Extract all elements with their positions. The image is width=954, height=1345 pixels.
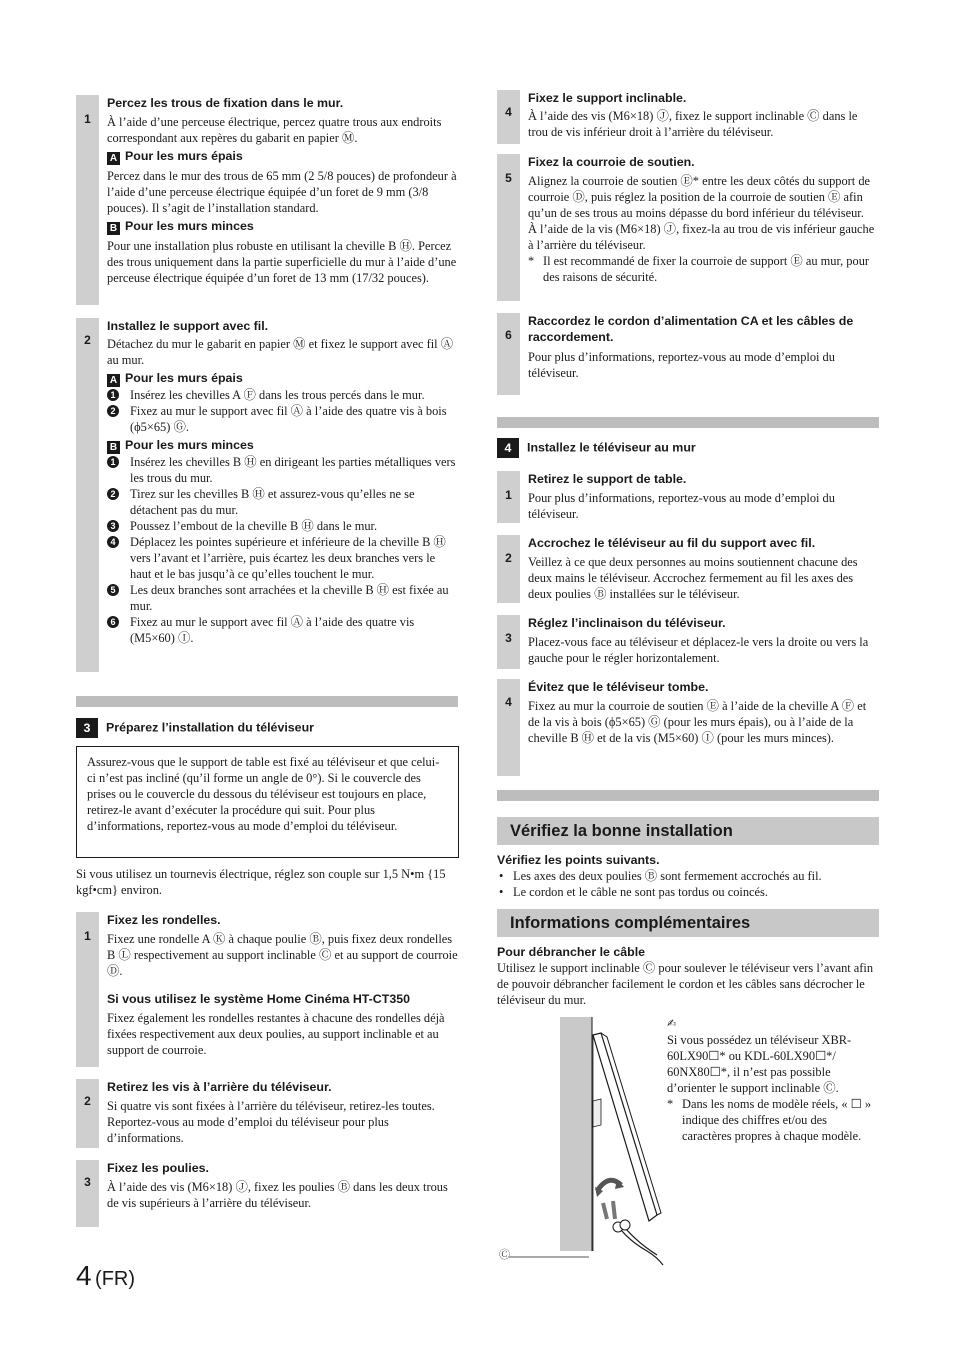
step-text: Percez dans le mur des trous de 65 mm (2 5/8 pouces) de profondeur à l’aide d’une perceuse électrique équipée d’un foret de 9 mm (3/8 pouces). Il s’agit de l’installation standard. [107, 169, 457, 215]
subheading-thick-walls: A Pour les murs épais [107, 370, 459, 387]
list-item: 3 Poussez l’embout de la cheville B Ⓗ dans le mur. [107, 518, 459, 534]
list-item: 1 Insérez les chevilles A Ⓕ dans les trous percés dans le mur. [107, 387, 459, 403]
step-text: À l’aide d’une perceuse électrique, percez quatre trous aux endroits correspondant aux repères du gabarit en papier Ⓜ. [107, 115, 442, 145]
tag-b-icon: B [107, 222, 120, 235]
step-title: Accrochez le téléviseur au fil du support avec fil. [528, 536, 816, 550]
step-number-bar: 6 [497, 313, 520, 395]
number-2-icon: 2 [107, 488, 119, 500]
step-title: Réglez l’inclinaison du téléviseur. [528, 616, 726, 630]
section-divider [76, 696, 458, 707]
step-text: Fixez une rondelle A Ⓚ à chaque poulie Ⓑ, puis fixez deux rondelles B Ⓛ respectivement au support inclinable Ⓒ et au support de courroie Ⓓ. [107, 932, 458, 978]
subheading-thin-walls: B Pour les murs minces [107, 218, 459, 235]
tv-tilt-diagram [497, 1015, 667, 1270]
tag-a-icon: A [107, 152, 120, 165]
subheading-thin-walls: B Pour les murs minces [107, 437, 459, 454]
step-remove-screws [76, 1079, 458, 1148]
step-hang-tv [497, 535, 879, 603]
list-item: 4 Déplacez les pointes supérieure et inférieure de la cheville B Ⓗ vers l’avant et l’arrière, puis écartez les deux branches vers le haut et le bas jusqu’à ce qu’elles touchent le mur. [107, 534, 459, 582]
tag-b-icon: B [107, 441, 120, 454]
step-title: Raccordez le cordon d’alimentation CA et les câbles de raccordement. [528, 314, 854, 344]
step-text: Détachez du mur le gabarit en papier Ⓜ et fixez le support avec fil Ⓐ au mur. [107, 337, 454, 367]
info-banner: Informations complémentaires [497, 909, 879, 937]
number-4-icon: 4 [107, 536, 119, 548]
number-1-icon: 1 [107, 456, 119, 468]
label-c-icon: Ⓒ [499, 1248, 510, 1261]
note-text: Si vous possédez un téléviseur XBR-60LX90☐* ou KDL-60LX90☐*/ 60NX80☐*, il n’est pas possible d’orienter le support inclinable Ⓒ. [667, 1033, 852, 1095]
step-remove-table-stand [497, 471, 879, 523]
step-attach-tilt-bracket [497, 90, 879, 144]
left-column [76, 0, 458, 1240]
page-number: 4 (FR) [76, 1260, 136, 1291]
step-text: Pour plus d’informations, reportez-vous au mode d’emploi du téléviseur. [528, 491, 835, 521]
list-item: 2 Fixez au mur le support avec fil Ⓐ à l’aide des quatre vis à bois (ϕ5×65) Ⓖ. [107, 403, 459, 435]
step-text: Si quatre vis sont fixées à l’arrière du téléviseur, retirez-les toutes. Reportez-vous au mode d’emploi du téléviseur pour plus d’informations. [107, 1099, 435, 1145]
step-text: À l’aide des vis (M6×18) Ⓙ, fixez le support inclinable Ⓒ dans le trou de vis inférieur droit à l’arrière du téléviseur. [528, 109, 858, 139]
list-item: • Les axes des deux poulies Ⓑ sont fermement accrochés au fil. [497, 868, 879, 884]
step-number-bar: 5 [497, 154, 520, 301]
model-note [667, 1016, 879, 1144]
step-text: Alignez la courroie de soutien Ⓔ* entre les deux côtés du support de courroie Ⓓ, puis réglez la position de la courroie de soutien Ⓔ afin qu’un de ses trous au moins dépasse du bord inférieur du téléviseur. [528, 174, 871, 220]
step-adjust-tilt [497, 615, 879, 669]
step-number-bar: 2 [76, 318, 99, 672]
step-drill-holes [76, 95, 458, 305]
tag-a-icon: A [107, 374, 120, 387]
list-item: 2 Tirez sur les chevilles B Ⓗ et assurez-vous qu’elles ne se détachent pas du mur. [107, 486, 459, 518]
note-pencil-icon: ✍ [667, 1017, 677, 1030]
note-text: Assurez-vous que le support de table est fixé au téléviseur et que celui-ci n’est pas incliné (qu’il forme un angle de 0°). Si le couvercle des prises ou le couvercle du dessous du téléviseur est toujours en place, retirez-le avant d’exécuter la procédure qui suit. Pour plus d’informations, reportez-vous au mode d’emploi du téléviseur. [87, 755, 440, 833]
number-6-icon: 6 [107, 616, 119, 628]
section-4-heading: 4 Installez le téléviseur au mur [497, 438, 879, 458]
info-heading: Pour débrancher le câble [497, 945, 646, 959]
section-badge: 4 [497, 438, 519, 458]
step-install-wire-bracket [76, 318, 458, 672]
right-column [497, 0, 879, 1300]
step-title: Installez le support avec fil. [107, 319, 269, 333]
step-number-bar: 3 [76, 1160, 99, 1227]
list-item: 1 Insérez les chevilles B Ⓗ en dirigeant les parties métalliques vers les trous du mur. [107, 454, 459, 486]
step-number-bar: 4 [497, 90, 520, 144]
info-text: Utilisez le support inclinable Ⓒ pour soulever le téléviseur vers l’avant afin de pouvoir débrancher facilement le cordon et les câbles sans décrocher le téléviseur du mur. [497, 961, 874, 1007]
list-item: 6 Fixez au mur le support avec fil Ⓐ à l’aide des quatre vis (M5×60) Ⓘ. [107, 614, 459, 646]
step-subtitle: Si vous utilisez le système Home Cinéma HT-CT350 [107, 992, 410, 1006]
torque-note: Si vous utilisez un tournevis électrique, réglez son couple sur 1,5 N•m {15 kgf•cm} environ. [76, 867, 446, 897]
step-title: Fixez le support inclinable. [528, 91, 687, 105]
footnote: * Dans les noms de modèle réels, « ☐ » indique des chiffres et/ou des caractères propres à chaque modèle. [667, 1097, 872, 1143]
step-title: Fixez la courroie de soutien. [528, 155, 695, 169]
step-title: Évitez que le téléviseur tombe. [528, 680, 709, 694]
step-text: Veillez à ce que deux personnes au moins soutiennent chacune des deux mains le téléviseur. Accrochez fermement au fil les axes des deux poulies Ⓑ installées sur le téléviseur. [528, 555, 858, 601]
step-title: Retirez les vis à l’arrière du téléviseur. [107, 1080, 332, 1094]
step-text: Fixez au mur la courroie de soutien Ⓔ à l’aide de la cheville A Ⓕ et de la vis à bois (ϕ5×65) Ⓖ (pour les murs épais), ou à l’aide de la cheville B Ⓗ et de la vis (M5×60) Ⓘ (pour les murs minces). [528, 699, 867, 745]
step-text: Pour une installation plus robuste en utilisant la cheville B Ⓗ. Percez des trous uniquement dans la partie superficielle du mur à l’aide d’une perceuse électrique équipée d’un foret de 13 mm (17/32 pouces). [107, 239, 457, 285]
number-5-icon: 5 [107, 584, 119, 596]
section-badge: 3 [76, 718, 98, 738]
subheading-thick-walls: A Pour les murs épais [107, 148, 459, 165]
tv-tilt-illustration [497, 1015, 667, 1270]
section-3-heading: 3 Préparez l’installation du téléviseur [76, 718, 458, 738]
number-3-icon: 3 [107, 520, 119, 532]
step-text: Fixez également les rondelles restantes à chacune des rondelles déjà fixées respectivement aux deux poulies, au support inclinable et au support de courroie. [107, 1011, 445, 1057]
step-attach-washers [76, 912, 458, 1067]
section-divider [497, 417, 879, 428]
step-title: Percez les trous de fixation dans le mur. [107, 96, 344, 110]
step-number-bar: 1 [76, 95, 99, 305]
step-number-bar: 1 [76, 912, 99, 1067]
verify-banner: Vérifiez la bonne installation [497, 817, 879, 845]
list-item: • Le cordon et le câble ne sont pas tordus ou coincés. [497, 884, 879, 900]
step-prevent-falling [497, 679, 879, 776]
number-2-icon: 2 [107, 405, 119, 417]
step-number-bar: 2 [76, 1079, 99, 1148]
step-text: Pour plus d’informations, reportez-vous au mode d’emploi du téléviseur. [528, 350, 835, 380]
prerequisite-note-box [76, 746, 459, 858]
step-title: Fixez les rondelles. [107, 913, 221, 927]
number-1-icon: 1 [107, 389, 119, 401]
section-divider [497, 790, 879, 801]
verify-list [497, 868, 879, 900]
step-number-bar: 1 [497, 471, 520, 523]
step-title: Fixez les poulies. [107, 1161, 209, 1175]
list-item: 5 Les deux branches sont arrachées et la cheville B Ⓗ est fixée au mur. [107, 582, 459, 614]
step-attach-pulleys [76, 1160, 458, 1227]
step-text: À l’aide de la vis (M6×18) Ⓙ, fixez-la au trou de vis inférieur gauche à l’arrière du téléviseur. [528, 222, 875, 252]
step-number-bar: 3 [497, 615, 520, 669]
verify-heading: Vérifiez les points suivants. [497, 853, 660, 867]
step-connect-cables [497, 313, 879, 395]
step-text: Placez-vous face au téléviseur et déplacez-le vers la droite ou vers la gauche pour le régler horizontalement. [528, 635, 869, 665]
step-number-bar: 2 [497, 535, 520, 603]
step-title: Retirez le support de table. [528, 472, 687, 486]
step-number-bar: 4 [497, 679, 520, 776]
step-text: À l’aide des vis (M6×18) Ⓙ, fixez les poulies Ⓑ dans les deux trous de vis supérieurs à l’arrière du téléviseur. [107, 1180, 448, 1210]
footnote: * Il est recommandé de fixer la courroie de support Ⓔ au mur, pour des raisons de sécurité. [528, 254, 870, 284]
step-attach-support-belt [497, 154, 879, 301]
